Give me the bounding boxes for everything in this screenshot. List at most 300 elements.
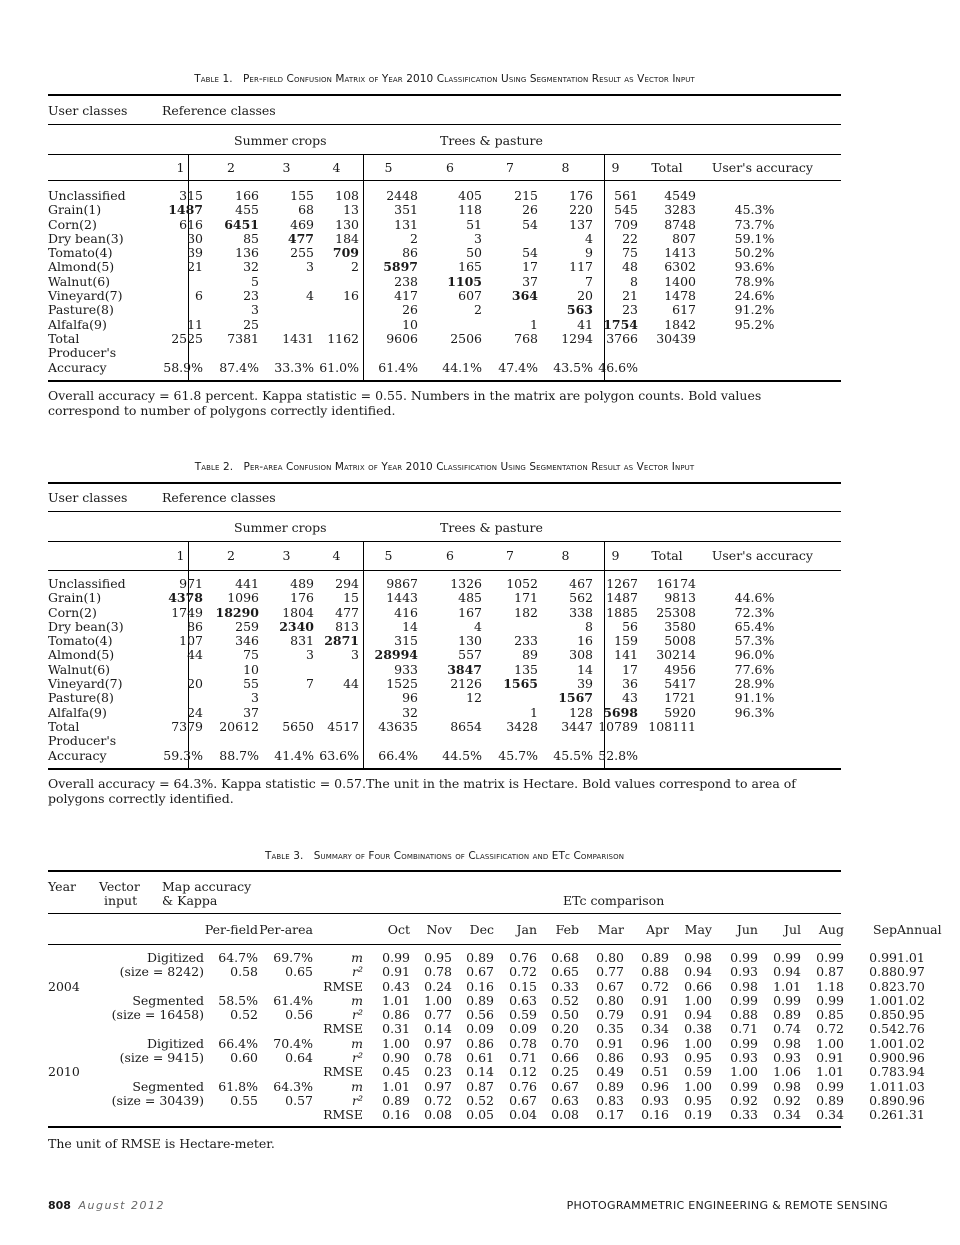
table-cell: 0.04 bbox=[509, 1107, 537, 1123]
table-row: (size = 30439) 0.55 0.57 r² 0.89 0.72 0.52 0.67 0.63 0.83 0.93 0.95 0.92 0.92 0.89 0.89 0.96 bbox=[48, 1094, 897, 1108]
table-cell: 0.45 bbox=[382, 1064, 410, 1080]
table-cell: 30 bbox=[187, 230, 203, 246]
table-cell: 0.89 bbox=[382, 1092, 410, 1108]
table-cell: 10 bbox=[243, 661, 259, 677]
table-cell: 0.33 bbox=[551, 978, 579, 994]
table-cell: 0.59 bbox=[509, 1007, 537, 1023]
table-cell bbox=[482, 232, 538, 246]
table-cell: 51 bbox=[466, 216, 482, 232]
table-cell: 0.52 bbox=[466, 1092, 494, 1108]
table-row bbox=[48, 318, 813, 332]
table-cell bbox=[259, 275, 314, 289]
table-cell: 22 bbox=[622, 230, 638, 246]
column-header: 9 bbox=[611, 160, 620, 175]
table-cell: 135 bbox=[514, 661, 538, 677]
column-header-month: Apr bbox=[645, 922, 669, 937]
table-cell bbox=[259, 303, 314, 317]
table-cell: 130 bbox=[335, 216, 359, 232]
year-cell bbox=[48, 1037, 100, 1051]
table-cell: 0.16 bbox=[466, 978, 494, 994]
table-cell: 44 bbox=[187, 647, 203, 663]
empty-cell bbox=[696, 734, 813, 748]
table-cell: 0.95 bbox=[424, 950, 452, 965]
empty-cell bbox=[314, 346, 359, 360]
table-cell: 0.89 bbox=[466, 950, 494, 965]
table-cell: 128 bbox=[569, 704, 593, 720]
table2-top-rule bbox=[48, 482, 841, 484]
table-cell: 405 bbox=[458, 188, 482, 203]
table-cell: 0.15 bbox=[509, 978, 537, 994]
table-cell bbox=[482, 691, 538, 705]
table-cell: 4 bbox=[306, 288, 314, 304]
row-label: Accuracy bbox=[48, 359, 107, 375]
table2-bottom-rule bbox=[48, 768, 841, 770]
table-cell: 184 bbox=[335, 230, 359, 246]
table-cell: 1.01 bbox=[773, 978, 801, 994]
table-cell: 1.00 bbox=[424, 992, 452, 1008]
table-cell: 8 bbox=[585, 618, 593, 634]
column-header-month: Dec bbox=[469, 922, 494, 937]
table-cell: 1.00 bbox=[869, 992, 897, 1008]
table-cell: 0.99 bbox=[730, 992, 758, 1008]
table-cell: 308 bbox=[569, 647, 593, 663]
table-cell: 0.67 bbox=[596, 978, 624, 994]
per-area-cell: 0.57 bbox=[285, 1092, 313, 1108]
table-cell: 2 bbox=[474, 302, 482, 318]
table-cell: 54 bbox=[522, 216, 538, 232]
per-area-cell bbox=[258, 1065, 313, 1079]
table-row: RMSE 0.31 0.14 0.09 0.09 0.20 0.35 0.34 0.38 0.71 0.74 0.72 0.54 2.76 bbox=[48, 1022, 897, 1036]
empty-cell bbox=[638, 346, 696, 360]
table-cell: 0.63 bbox=[551, 1092, 579, 1108]
table-cell: 107 bbox=[179, 633, 203, 649]
table-cell bbox=[418, 318, 482, 332]
table3-kappa-header: & Kappa bbox=[162, 893, 218, 908]
table-row bbox=[48, 189, 813, 203]
table-cell: 3428 bbox=[506, 718, 538, 734]
per-area-cell: 69.7% bbox=[273, 950, 313, 965]
year-cell: 2004 bbox=[48, 978, 80, 994]
table-cell: 1.01 bbox=[816, 1064, 844, 1080]
table-cell: 17 bbox=[622, 661, 638, 677]
table-cell: 220 bbox=[569, 202, 593, 218]
table2-caption-text: Per-area Confusion Matrix of Year 2010 Classification Using Segmentation Result as Vector Input bbox=[243, 461, 695, 473]
table-cell: 215 bbox=[514, 188, 538, 203]
column-header: 9 bbox=[611, 548, 620, 563]
table3-body bbox=[48, 950, 925, 1123]
row-label: Pasture(8) bbox=[48, 302, 114, 318]
table-cell: 4517 bbox=[327, 718, 359, 734]
journal-name: PHOTOGRAMMETRIC ENGINEERING & REMOTE SENSING bbox=[566, 1199, 888, 1212]
table-cell: 1565 bbox=[503, 676, 538, 692]
producers-accuracy-cell: 52.8% bbox=[598, 747, 638, 763]
producers-accuracy-cell: 59.3% bbox=[163, 747, 203, 763]
table-cell: 24 bbox=[187, 704, 203, 720]
table-cell: 44.6% bbox=[734, 590, 775, 606]
per-field-cell: 66.4% bbox=[218, 1035, 258, 1051]
empty-cell bbox=[259, 346, 314, 360]
table-cell: 23 bbox=[243, 288, 259, 304]
table-row: 2004 RMSE 0.43 0.24 0.16 0.15 0.33 0.67 0.72 0.66 0.98 1.01 1.18 0.82 3.70 bbox=[48, 978, 925, 994]
table-cell: 0.99 bbox=[730, 1035, 758, 1051]
table-cell: 5417 bbox=[664, 676, 696, 692]
row-label: Walnut(6) bbox=[48, 273, 111, 289]
table-cell: 91.2% bbox=[734, 302, 775, 318]
table-cell: 15 bbox=[343, 590, 359, 606]
table-cell: 3 bbox=[251, 690, 259, 706]
table-cell: 0.89 bbox=[641, 950, 669, 965]
table-cell: 30214 bbox=[656, 647, 696, 663]
producers-accuracy-cell: 87.4% bbox=[219, 359, 259, 375]
table-row bbox=[48, 749, 813, 763]
table-cell: 16 bbox=[577, 633, 593, 649]
table-cell: 709 bbox=[332, 245, 359, 261]
table-cell: 45.3% bbox=[734, 202, 775, 218]
table-cell: 1096 bbox=[227, 590, 259, 606]
table-cell: 5008 bbox=[664, 633, 696, 649]
column-header: 2 bbox=[227, 548, 235, 563]
table-cell: 2340 bbox=[279, 618, 314, 634]
table2-note: Overall accuracy = 64.3%. Kappa statistic = 0.57.The unit in the matrix is Hectare. Bold values correspond to area of polygons correctly identified. bbox=[48, 776, 796, 806]
table-cell: 68 bbox=[298, 202, 314, 218]
table-cell: 0.33 bbox=[730, 1107, 758, 1123]
table-cell: 0.80 bbox=[596, 950, 624, 965]
table-cell: 971 bbox=[179, 576, 203, 591]
table-cell: 563 bbox=[566, 302, 593, 318]
table-cell bbox=[314, 318, 359, 332]
table-cell: 0.67 bbox=[551, 1078, 579, 1094]
table-row: (size = 16458) 0.52 0.56 r² 0.86 0.77 0.56 0.59 0.50 0.79 0.91 0.94 0.88 0.89 0.85 0.85 0.95 bbox=[48, 1008, 897, 1022]
table-row bbox=[48, 232, 813, 246]
table-cell: 0.23 bbox=[424, 1064, 452, 1080]
table-cell: 2448 bbox=[386, 188, 418, 203]
table-cell: 0.91 bbox=[596, 1035, 624, 1051]
table-cell: 36 bbox=[622, 676, 638, 692]
table-cell: 155 bbox=[290, 188, 314, 203]
table3-rule bbox=[48, 913, 841, 914]
table-cell: 0.91 bbox=[382, 964, 410, 980]
table-cell: 136 bbox=[235, 245, 259, 261]
column-header-month: Aug bbox=[818, 922, 844, 937]
table2-user-classes-header: User classes bbox=[48, 490, 128, 505]
table-cell: 0.76 bbox=[509, 1078, 537, 1094]
table-cell: 0.94 bbox=[684, 964, 712, 980]
table-cell: 39 bbox=[187, 245, 203, 261]
table-cell: 72.3% bbox=[734, 604, 775, 620]
year-cell bbox=[48, 1051, 100, 1065]
table-row: Segmented 58.5% 61.4% m 1.01 1.00 0.89 0.63 0.52 0.80 0.91 1.00 0.99 0.99 0.99 1.00 1.02 bbox=[48, 994, 897, 1008]
issue-date: August 2012 bbox=[78, 1199, 165, 1212]
table-row: (size = 9415) 0.60 0.64 r² 0.90 0.78 0.61 0.71 0.66 0.86 0.93 0.95 0.93 0.93 0.91 0.90 0.96 bbox=[48, 1051, 897, 1065]
table-cell: 3 bbox=[306, 259, 314, 275]
table-cell: 0.95 bbox=[684, 1050, 712, 1066]
table-row bbox=[48, 634, 813, 648]
page-number: 808 bbox=[48, 1199, 71, 1212]
column-header: User's accuracy bbox=[711, 160, 813, 175]
table-cell: 0.34 bbox=[773, 1107, 801, 1123]
table-cell: 0.90 bbox=[382, 1050, 410, 1066]
table-cell: 807 bbox=[672, 230, 696, 246]
table-cell: 75 bbox=[622, 245, 638, 261]
table2-summer-crops-header: Summer crops bbox=[234, 520, 327, 535]
table-cell: 24.6% bbox=[734, 288, 775, 304]
producers-accuracy-cell: 47.4% bbox=[498, 359, 538, 375]
table-cell: 1478 bbox=[664, 288, 696, 304]
column-header-month: Jun bbox=[736, 922, 758, 937]
table-cell: 89 bbox=[522, 647, 538, 663]
table-row bbox=[48, 706, 813, 720]
table-cell: 0.20 bbox=[551, 1021, 579, 1037]
table3-caption-text: Summary of Four Combinations of Classification and ETc Comparison bbox=[313, 850, 625, 862]
table1-summer-crops-header: Summer crops bbox=[234, 133, 327, 148]
table-cell: 0.79 bbox=[596, 1007, 624, 1023]
table-cell: 4549 bbox=[664, 188, 696, 203]
column-header-month: Oct bbox=[387, 922, 410, 937]
column-header: 5 bbox=[384, 548, 393, 563]
row-label: Vineyard(7) bbox=[48, 676, 123, 692]
empty-cell bbox=[259, 734, 314, 748]
table-cell: 0.89 bbox=[596, 1078, 624, 1094]
statistic-label: m bbox=[351, 992, 363, 1008]
table-cell: 50 bbox=[466, 245, 482, 261]
table-cell: 338 bbox=[569, 604, 593, 620]
table-cell: 95.2% bbox=[734, 316, 775, 332]
table-cell: 48 bbox=[622, 259, 638, 275]
table-cell: 20 bbox=[577, 288, 593, 304]
table-cell: 10 bbox=[402, 316, 418, 332]
table-cell: 0.97 bbox=[424, 1078, 452, 1094]
table-cell: 0.86 bbox=[596, 1050, 624, 1066]
table-cell: 0.93 bbox=[730, 1050, 758, 1066]
empty-cell bbox=[696, 749, 813, 763]
empty-cell bbox=[359, 734, 418, 748]
column-header-month: Jan bbox=[516, 922, 537, 937]
table1-bottom-rule bbox=[48, 380, 841, 382]
table-cell: 117 bbox=[569, 259, 593, 275]
table-cell: 0.99 bbox=[773, 950, 801, 965]
table-cell: 0.72 bbox=[816, 1021, 844, 1037]
table-cell: 346 bbox=[235, 633, 259, 649]
table-cell: 0.52 bbox=[551, 992, 579, 1008]
table-cell: 489 bbox=[290, 576, 314, 591]
table-cell: 26 bbox=[402, 302, 418, 318]
empty-cell bbox=[203, 734, 259, 748]
table-cell: 616 bbox=[179, 216, 203, 232]
table-cell: 25 bbox=[243, 316, 259, 332]
table-cell: 933 bbox=[394, 661, 418, 677]
table-cell: 0.85 bbox=[869, 1007, 897, 1023]
table-cell: 5897 bbox=[383, 259, 418, 275]
table-cell: 441 bbox=[235, 576, 259, 591]
table-cell: 2126 bbox=[450, 676, 482, 692]
table-cell: 1.01 bbox=[382, 992, 410, 1008]
table-cell: 0.76 bbox=[509, 950, 537, 965]
table3-column-header-row: Per-field Per-area Oct Nov Dec Jan Feb Mar Apr May Jun Jul Aug Sep Annual bbox=[48, 923, 897, 937]
table-row bbox=[48, 591, 813, 605]
table-cell: 0.77 bbox=[596, 964, 624, 980]
table-cell: 0.91 bbox=[641, 1007, 669, 1023]
empty-cell bbox=[638, 361, 696, 375]
table-row: (size = 8242) 0.58 0.65 r² 0.91 0.78 0.67 0.72 0.65 0.77 0.88 0.94 0.93 0.94 0.87 0.88 0.97 bbox=[48, 965, 897, 979]
table-cell: 4 bbox=[585, 230, 593, 246]
table-cell: 1804 bbox=[282, 604, 314, 620]
table-cell: 9606 bbox=[386, 330, 418, 346]
vector-input-cell bbox=[100, 980, 204, 994]
table-cell: 1 bbox=[530, 316, 538, 332]
table-cell: 3766 bbox=[606, 330, 638, 346]
vector-input-cell: Segmented bbox=[132, 1078, 204, 1094]
table-cell: 0.89 bbox=[869, 1092, 897, 1108]
table-cell: 96.3% bbox=[734, 704, 775, 720]
table-cell: 0.67 bbox=[466, 964, 494, 980]
empty-cell bbox=[100, 923, 204, 937]
table-cell bbox=[314, 303, 359, 317]
table-cell: 5650 bbox=[282, 718, 314, 734]
table-cell: 1.00 bbox=[869, 1035, 897, 1051]
statistic-label: m bbox=[351, 950, 363, 965]
row-label: Grain(1) bbox=[48, 590, 102, 606]
column-header: 4 bbox=[332, 548, 341, 563]
table3-top-rule bbox=[48, 870, 841, 872]
table-cell: 3 bbox=[251, 302, 259, 318]
table-cell: 6302 bbox=[664, 259, 696, 275]
producers-accuracy-cell: 58.9% bbox=[163, 359, 203, 375]
table-cell: 21 bbox=[187, 259, 203, 275]
table-cell: 455 bbox=[235, 202, 259, 218]
table-cell: 0.59 bbox=[684, 1064, 712, 1080]
table-cell: 1052 bbox=[506, 576, 538, 591]
table-cell bbox=[482, 620, 538, 634]
table-cell: 0.82 bbox=[869, 978, 897, 994]
table1-reference-classes-header: Reference classes bbox=[162, 103, 276, 118]
empty-cell bbox=[696, 346, 813, 360]
table-cell: 315 bbox=[394, 633, 418, 649]
table-cell: 137 bbox=[569, 216, 593, 232]
column-header: 7 bbox=[506, 548, 514, 563]
table-cell: 54 bbox=[522, 245, 538, 261]
column-header: 6 bbox=[446, 160, 454, 175]
per-field-cell bbox=[204, 1108, 258, 1122]
table-cell: 1.18 bbox=[816, 978, 844, 994]
row-label: Accuracy bbox=[48, 747, 107, 763]
table1-caption-label: Table 1. bbox=[194, 73, 233, 85]
table-cell: 73.7% bbox=[734, 216, 775, 232]
table-cell: 37 bbox=[243, 704, 259, 720]
year-cell bbox=[48, 965, 100, 979]
table1-caption bbox=[48, 73, 841, 85]
table2-trees-pasture-header: Trees & pasture bbox=[440, 520, 543, 535]
table-cell: 6 bbox=[195, 288, 203, 304]
table-cell: 0.24 bbox=[424, 978, 452, 994]
row-label: Producer's bbox=[48, 345, 117, 361]
table-cell: 0.31 bbox=[382, 1021, 410, 1037]
table-cell: 166 bbox=[235, 188, 259, 203]
table-cell: 0.99 bbox=[816, 1078, 844, 1094]
column-header: 1 bbox=[176, 548, 185, 563]
table-row: RMSE 0.16 0.08 0.05 0.04 0.08 0.17 0.16 0.19 0.33 0.34 0.34 0.26 1.31 bbox=[48, 1108, 897, 1122]
table-cell: 259 bbox=[235, 618, 259, 634]
table-cell: 0.14 bbox=[466, 1064, 494, 1080]
table-cell: 0.14 bbox=[424, 1021, 452, 1037]
table2-rule bbox=[48, 570, 841, 571]
table-cell: 294 bbox=[335, 576, 359, 591]
row-label: Almond(5) bbox=[48, 647, 115, 663]
table2-reference-classes-header: Reference classes bbox=[162, 490, 276, 505]
statistic-label: r² bbox=[352, 1050, 363, 1066]
table-row bbox=[48, 303, 813, 317]
vector-input-cell bbox=[100, 1022, 204, 1036]
table-cell: 78.9% bbox=[734, 273, 775, 289]
table-cell: 562 bbox=[569, 590, 593, 606]
table-cell: 0.88 bbox=[641, 964, 669, 980]
table-row bbox=[48, 218, 813, 232]
empty-cell bbox=[482, 734, 538, 748]
table-cell: 0.65 bbox=[551, 964, 579, 980]
table-cell: 1267 bbox=[606, 576, 638, 591]
empty-cell bbox=[538, 734, 593, 748]
producers-accuracy-cell: 61.0% bbox=[319, 359, 359, 375]
table-cell: 0.98 bbox=[730, 978, 758, 994]
empty-cell bbox=[696, 361, 813, 375]
table-cell: 1.00 bbox=[382, 1035, 410, 1051]
table-cell: 0.97 bbox=[424, 1035, 452, 1051]
table-cell: 0.34 bbox=[816, 1107, 844, 1123]
table-cell: 4 bbox=[474, 618, 482, 634]
row-label: Alfalfa(9) bbox=[48, 704, 107, 720]
table-cell: 0.87 bbox=[466, 1078, 494, 1094]
table-cell: 0.96 bbox=[641, 1078, 669, 1094]
table-cell: 5920 bbox=[664, 704, 696, 720]
producers-accuracy-cell: 41.4% bbox=[274, 747, 314, 763]
table-cell: 2506 bbox=[450, 330, 482, 346]
column-header: User's accuracy bbox=[711, 548, 813, 563]
table-cell: 1721 bbox=[664, 690, 696, 706]
table-cell: 0.93 bbox=[641, 1092, 669, 1108]
empty-cell bbox=[482, 346, 538, 360]
table-cell: 0.85 bbox=[816, 1007, 844, 1023]
table-cell: 0.38 bbox=[684, 1021, 712, 1037]
per-area-cell: 0.56 bbox=[285, 1007, 313, 1023]
producers-accuracy-cell: 46.6% bbox=[598, 359, 638, 375]
table1-rule bbox=[48, 180, 841, 181]
table-cell: 364 bbox=[511, 288, 538, 304]
table-cell: 0.61 bbox=[466, 1050, 494, 1066]
table-cell: 561 bbox=[614, 188, 638, 203]
table-cell: 12 bbox=[466, 690, 482, 706]
table-cell: 10789 bbox=[598, 718, 638, 734]
table-cell: 0.50 bbox=[551, 1007, 579, 1023]
table-cell: 1 bbox=[530, 704, 538, 720]
year-cell bbox=[48, 1108, 100, 1122]
table1-user-classes-header: User classes bbox=[48, 103, 128, 118]
empty-cell bbox=[158, 346, 203, 360]
table-cell bbox=[259, 663, 314, 677]
table-row bbox=[48, 361, 813, 375]
column-header: 1 bbox=[176, 160, 185, 175]
statistic-label: r² bbox=[352, 1007, 363, 1023]
statistic-label: RMSE bbox=[323, 1021, 363, 1037]
table-row bbox=[48, 663, 813, 677]
table-cell bbox=[314, 706, 359, 720]
table-cell: 32 bbox=[243, 259, 259, 275]
table-cell: 8748 bbox=[664, 216, 696, 232]
table-cell: 43 bbox=[622, 690, 638, 706]
table-cell: 59.1% bbox=[734, 230, 775, 246]
table-cell: 0.09 bbox=[466, 1021, 494, 1037]
table-cell: 0.16 bbox=[641, 1107, 669, 1123]
column-header: 7 bbox=[506, 160, 514, 175]
table3-caption-label: Table 3. bbox=[264, 850, 304, 862]
